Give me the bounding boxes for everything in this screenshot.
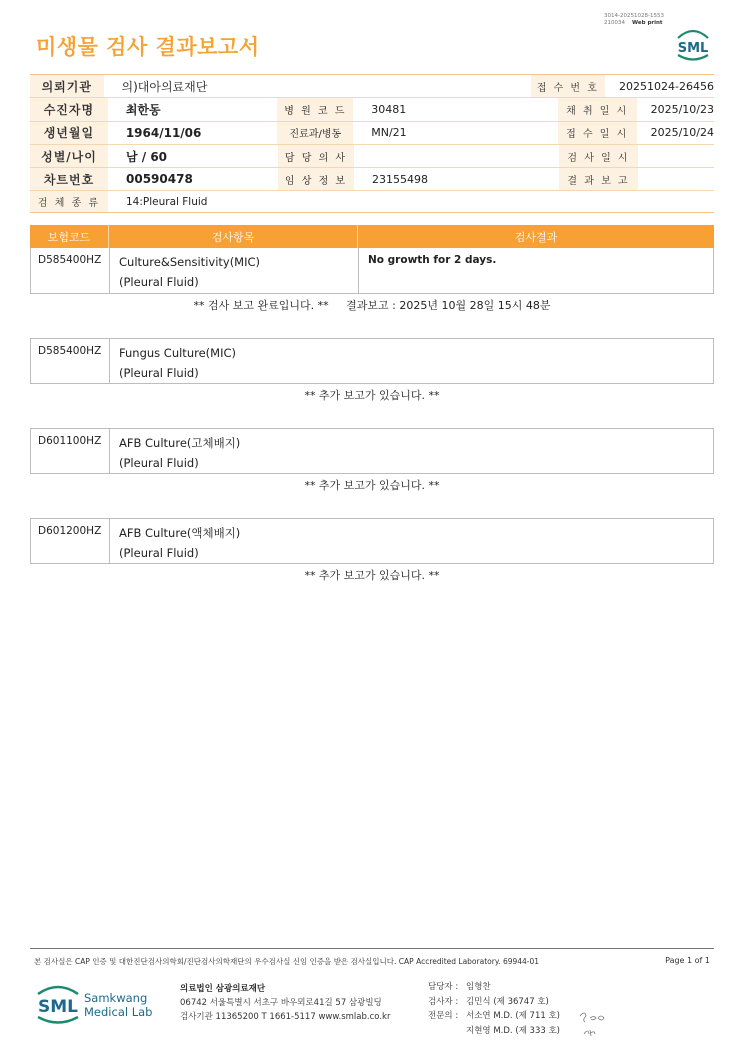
value-attending-doctor bbox=[354, 145, 500, 167]
test-specimen: (Pleural Fluid) bbox=[119, 456, 199, 470]
test-specimen: (Pleural Fluid) bbox=[119, 366, 199, 380]
value-chart-number: 00590478 bbox=[126, 172, 193, 187]
label-specimen-type: 검 체 종 류 bbox=[30, 191, 108, 212]
test-block bbox=[30, 248, 714, 294]
label-test-date: 검 사 일 시 bbox=[559, 145, 638, 167]
header-test-result: 검사결과 bbox=[514, 230, 558, 244]
value-birth-date: 1964/11/06 bbox=[125, 125, 202, 140]
test-note: ** 추가 보고가 있습니다. ** bbox=[304, 479, 440, 492]
test-specimen: (Pleural Fluid) bbox=[119, 275, 199, 289]
value-hospital-code: 30481 bbox=[371, 102, 407, 116]
org-contact: 검사기관 11365200 T 1661-5117 www.smlab.co.kr bbox=[180, 1012, 391, 1022]
label-chart-number: 차트번호 bbox=[30, 168, 108, 190]
test-item bbox=[110, 519, 359, 563]
label-collection-date: 채 취 일 시 bbox=[558, 98, 637, 120]
label-birth-date: 생년월일 bbox=[30, 122, 108, 144]
print-mode: Web print bbox=[632, 20, 663, 26]
info-row bbox=[30, 122, 714, 145]
test-block bbox=[30, 338, 714, 384]
value-patient-name: 최한동 bbox=[125, 102, 161, 117]
value-collection-date: 2025/10/23 bbox=[650, 102, 715, 116]
page-title: 미생물 검사 결과보고서 bbox=[36, 35, 260, 59]
label-receipt-date: 접 수 일 시 bbox=[558, 122, 637, 144]
result-table-header bbox=[30, 225, 714, 248]
test-code: D585400HZ bbox=[31, 248, 110, 293]
staff-list bbox=[428, 980, 560, 1038]
label-receipt-number: 접 수 번 호 bbox=[531, 75, 605, 97]
signature-icon bbox=[576, 1008, 610, 1040]
svg-text:SML: SML bbox=[38, 997, 78, 1017]
cap-notice: 본 검사실은 CAP 인증 및 대한진단검사의학회/진단검사의학재단의 우수검사실 신임 인증을 받은 검사실입니다. CAP Accredited Laboratory. 69944-01 bbox=[34, 957, 540, 966]
info-row bbox=[30, 168, 714, 191]
print-id: 3014-20251028-1553 bbox=[604, 13, 664, 19]
page-number: Page 1 of 1 bbox=[665, 956, 710, 965]
org-address: 06742 서울특별시 서초구 바우뫼로41길 57 삼광빌딩 bbox=[180, 998, 382, 1008]
label-clinical-info: 임 상 정 보 bbox=[278, 168, 354, 190]
test-code: D601100HZ bbox=[31, 429, 110, 473]
test-result: No growth for 2 days. bbox=[368, 254, 497, 266]
org-name: 의료법인 삼광의료재단 bbox=[180, 984, 266, 994]
value-clinical-info: 23155498 bbox=[372, 172, 428, 186]
value-receipt-number: 20251024-26456 bbox=[619, 79, 714, 93]
value-specimen-type: 14:Pleural Fluid bbox=[126, 195, 208, 208]
label-patient-name: 수진자명 bbox=[30, 98, 108, 120]
test-note: ** 검사 보고 완료입니다. ** 결과보고 : 2025년 10월 28일 15시 48분 bbox=[193, 299, 551, 312]
label-hospital-code: 병 원 코 드 bbox=[277, 98, 353, 120]
svg-text:Medical Lab: Medical Lab bbox=[84, 1005, 153, 1019]
label-sex-age: 성별/나이 bbox=[30, 145, 108, 167]
value-sex-age: 남 / 60 bbox=[126, 149, 168, 164]
svg-text:Samkwang: Samkwang bbox=[84, 991, 148, 1005]
info-row bbox=[30, 75, 714, 98]
organization-info bbox=[180, 982, 390, 1024]
test-code: D601200HZ bbox=[31, 519, 110, 563]
test-item bbox=[110, 248, 359, 293]
svg-text:SML: SML bbox=[677, 41, 709, 56]
value-receipt-date: 2025/10/24 bbox=[650, 126, 715, 140]
test-item bbox=[110, 339, 359, 383]
staff-row: 전문의 : 서소연 M.D. (제 711 호) bbox=[428, 1011, 561, 1021]
print-sub: 210034 bbox=[604, 20, 625, 26]
test-name: Fungus Culture(MIC) bbox=[119, 346, 236, 360]
value-test-date bbox=[638, 145, 714, 167]
footer-divider bbox=[30, 948, 714, 949]
test-note: ** 추가 보고가 있습니다. ** bbox=[304, 389, 440, 402]
header-test-item: 검사항목 bbox=[109, 225, 358, 248]
header-insurance-code: 보험코드 bbox=[30, 225, 109, 248]
test-name: Culture&Sensitivity(MIC) bbox=[119, 255, 261, 269]
staff-row: 지현영 M.D. (제 333 호) bbox=[466, 1025, 561, 1036]
value-result-report bbox=[638, 168, 714, 190]
label-requesting-org: 의뢰기관 bbox=[30, 75, 104, 97]
staff-row: 담당자 : 임형찬 bbox=[428, 982, 491, 992]
label-result-report: 결 과 보 고 bbox=[559, 168, 638, 190]
test-block bbox=[30, 518, 714, 564]
label-department-ward: 진료과/병동 bbox=[277, 122, 353, 144]
staff-row: 검사자 : 김민식 (제 36747 호) bbox=[428, 996, 549, 1007]
test-block bbox=[30, 428, 714, 474]
test-note: ** 추가 보고가 있습니다. ** bbox=[304, 569, 440, 582]
value-department-ward: MN/21 bbox=[371, 126, 407, 140]
test-name: AFB Culture(고체배지) bbox=[119, 436, 241, 450]
test-item bbox=[110, 429, 359, 473]
info-row-specimen bbox=[30, 191, 714, 213]
label-attending-doctor: 담 당 의 사 bbox=[278, 145, 354, 167]
test-specimen: (Pleural Fluid) bbox=[119, 546, 199, 560]
test-name: AFB Culture(액체배지) bbox=[119, 526, 241, 540]
print-meta bbox=[604, 13, 664, 27]
test-code: D585400HZ bbox=[31, 339, 110, 383]
info-row bbox=[30, 145, 714, 168]
samkwang-logo-icon bbox=[36, 982, 156, 1026]
info-row bbox=[30, 98, 714, 121]
value-requesting-org: 의)대아의료재단 bbox=[121, 79, 208, 94]
patient-info-table bbox=[30, 74, 714, 213]
sml-logo-icon bbox=[672, 26, 714, 62]
